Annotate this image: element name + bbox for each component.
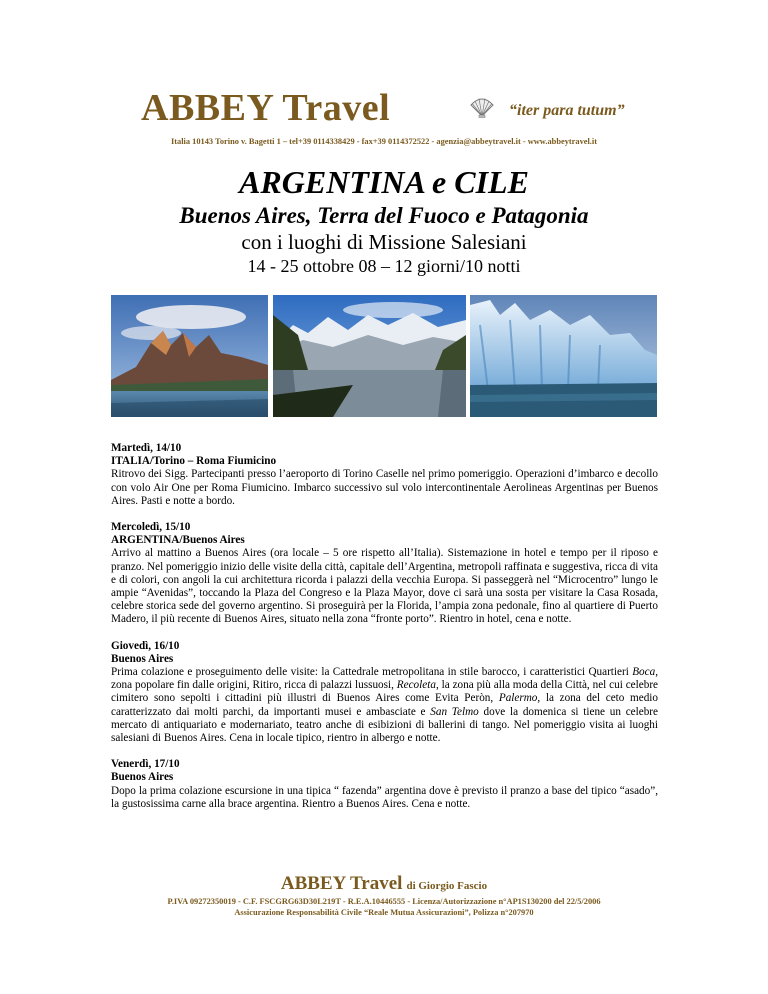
mountain-photo (111, 295, 268, 417)
itinerary (111, 442, 658, 824)
contact-line: Italia 10143 Torino v. Bagetti 1 – tel+39 0114338429 - fax+39 0114372522 - agenzia@abbeytravel.it - www.abbeytravel.it (170, 137, 598, 146)
place-name-palermo: Palermo (498, 692, 538, 705)
document-subtitle-missions: con i luoghi di Missione Salesiani (241, 230, 527, 254)
day-place: ARGENTINA/Buenos Aires (111, 534, 245, 547)
text-segment: , zona popolare fin dalle origini, Ritiro, ricca di palazzi lussuosi, (111, 666, 658, 692)
text-segment: dove la domenica si tiene un celebre mercato di antiquariato e modernariato, teatro anche di esibizioni di ballerini di tango. Nel pomeriggio visita ai luoghi salesiani di Buenos Aires. Cena in locale tipico, rientro in albergo e notte. (111, 705, 658, 745)
day-description: Dopo la prima colazione escursione in una tipica “ fazenda” argentina dove è previsto il pranzo a base del tipico “asado”, la gustosissima carne alla brace argentina. Rientro a Buenos Aires. Cena e notte. (111, 784, 658, 810)
brand-name: ABBEY Travel (141, 87, 391, 129)
shell-icon (469, 96, 495, 118)
day-entry (111, 521, 658, 627)
document-subtitle: Buenos Aires, Terra del Fuoco e Patagonia (179, 203, 589, 228)
text-segment: , la zona del ceto medio caratterizzato dai molti parchi, da importanti musei e ambasciate e (111, 692, 658, 718)
text-segment: , la zona più alla moda della Città, nel cui celebre cimitero sono sepolti i cittadini più illustri di Buenos Aires come Evita Peròn, (111, 679, 659, 705)
place-name-recoleta: Recoleta (396, 679, 436, 692)
day-description: Ritrovo dei Sigg. Partecipanti presso l’aeroporto di Torino Caselle nel primo pomeriggio. Operazioni d’imbarco e decollo con volo Air One per Roma Fiumicino. Imbarco successivo sul volo intercontinentale Aerolineas Argentinas per Buenos Aires. Pasti e notte a bordo. (111, 468, 658, 507)
glacier-photo (470, 295, 657, 417)
day-place: Buenos Aires (111, 652, 174, 665)
day-date: Giovedì, 16/10 (111, 639, 180, 652)
day-date: Martedì, 14/10 (111, 442, 182, 454)
footer-legal-line: P.IVA 09272350019 - C.F. FSCGRG63D30L219T - R.E.A.10446555 - Licenza/Autorizzazione n°AP1S130200 del 22/5/2006 (167, 897, 601, 906)
lake-photo (273, 295, 466, 417)
footer-brand (0, 873, 768, 895)
footer-owner: di Giorgio Fascio (406, 880, 488, 892)
day-description: Arrivo al mattino a Buenos Aires (ora locale – 5 ore rispetto all’Italia). Sistemazione in hotel e tempo per il riposo e pranzo. Nel pomeriggio inizio delle visite della città, capitale dell’Argentina, metropoli raffinata e suggestiva, ricca di vita e di colori, con angoli la cui architettura ricorda i palazzi della vecchia Europa. Si passeggerà nel “Microcentro” lungo le ampie “Avenidas”, toccando la Plaza del Congreso e la Plaza Mayor, dove ci sarà una sosta per visitare la Casa Rosada, celebre storica sede del governo argentino. Si proseguirà per la Florida, l’ampia zona pedonale, fino al quartiere di Puerto Madero, il più recente di Buenos Aires, situato nella zona “fronte porto”. Rientro in hotel, cena e notte. (111, 547, 658, 626)
day-date: Mercoledì, 15/10 (111, 521, 191, 534)
text-segment: Prima colazione e proseguimento delle visite: la Cattedrale metropolitana in stile barocco, i caratteristici Quartieri (111, 666, 633, 679)
day-description (111, 666, 658, 745)
document-title: ARGENTINA e CILE (239, 164, 529, 200)
place-name-boca: Boca (632, 666, 656, 679)
footer-insurance-line: Assicurazione Responsabilità Civile “Reale Mutua Assicurazioni”, Polizza n°207970 (234, 908, 534, 917)
place-name-san-telmo: San Telmo (430, 705, 479, 718)
day-place: ITALIA/Torino – Roma Fiumicino (111, 455, 277, 468)
day-entry (111, 442, 658, 508)
day-entry (111, 640, 658, 746)
motto: “iter para tutum” (509, 102, 625, 119)
day-place: Buenos Aires (111, 771, 174, 784)
day-entry (111, 758, 658, 811)
day-date: Venerdì, 17/10 (111, 758, 180, 771)
footer-brand-name: ABBEY Travel (280, 873, 403, 894)
trip-dates: 14 - 25 ottobre 08 – 12 giorni/10 notti (247, 256, 521, 276)
